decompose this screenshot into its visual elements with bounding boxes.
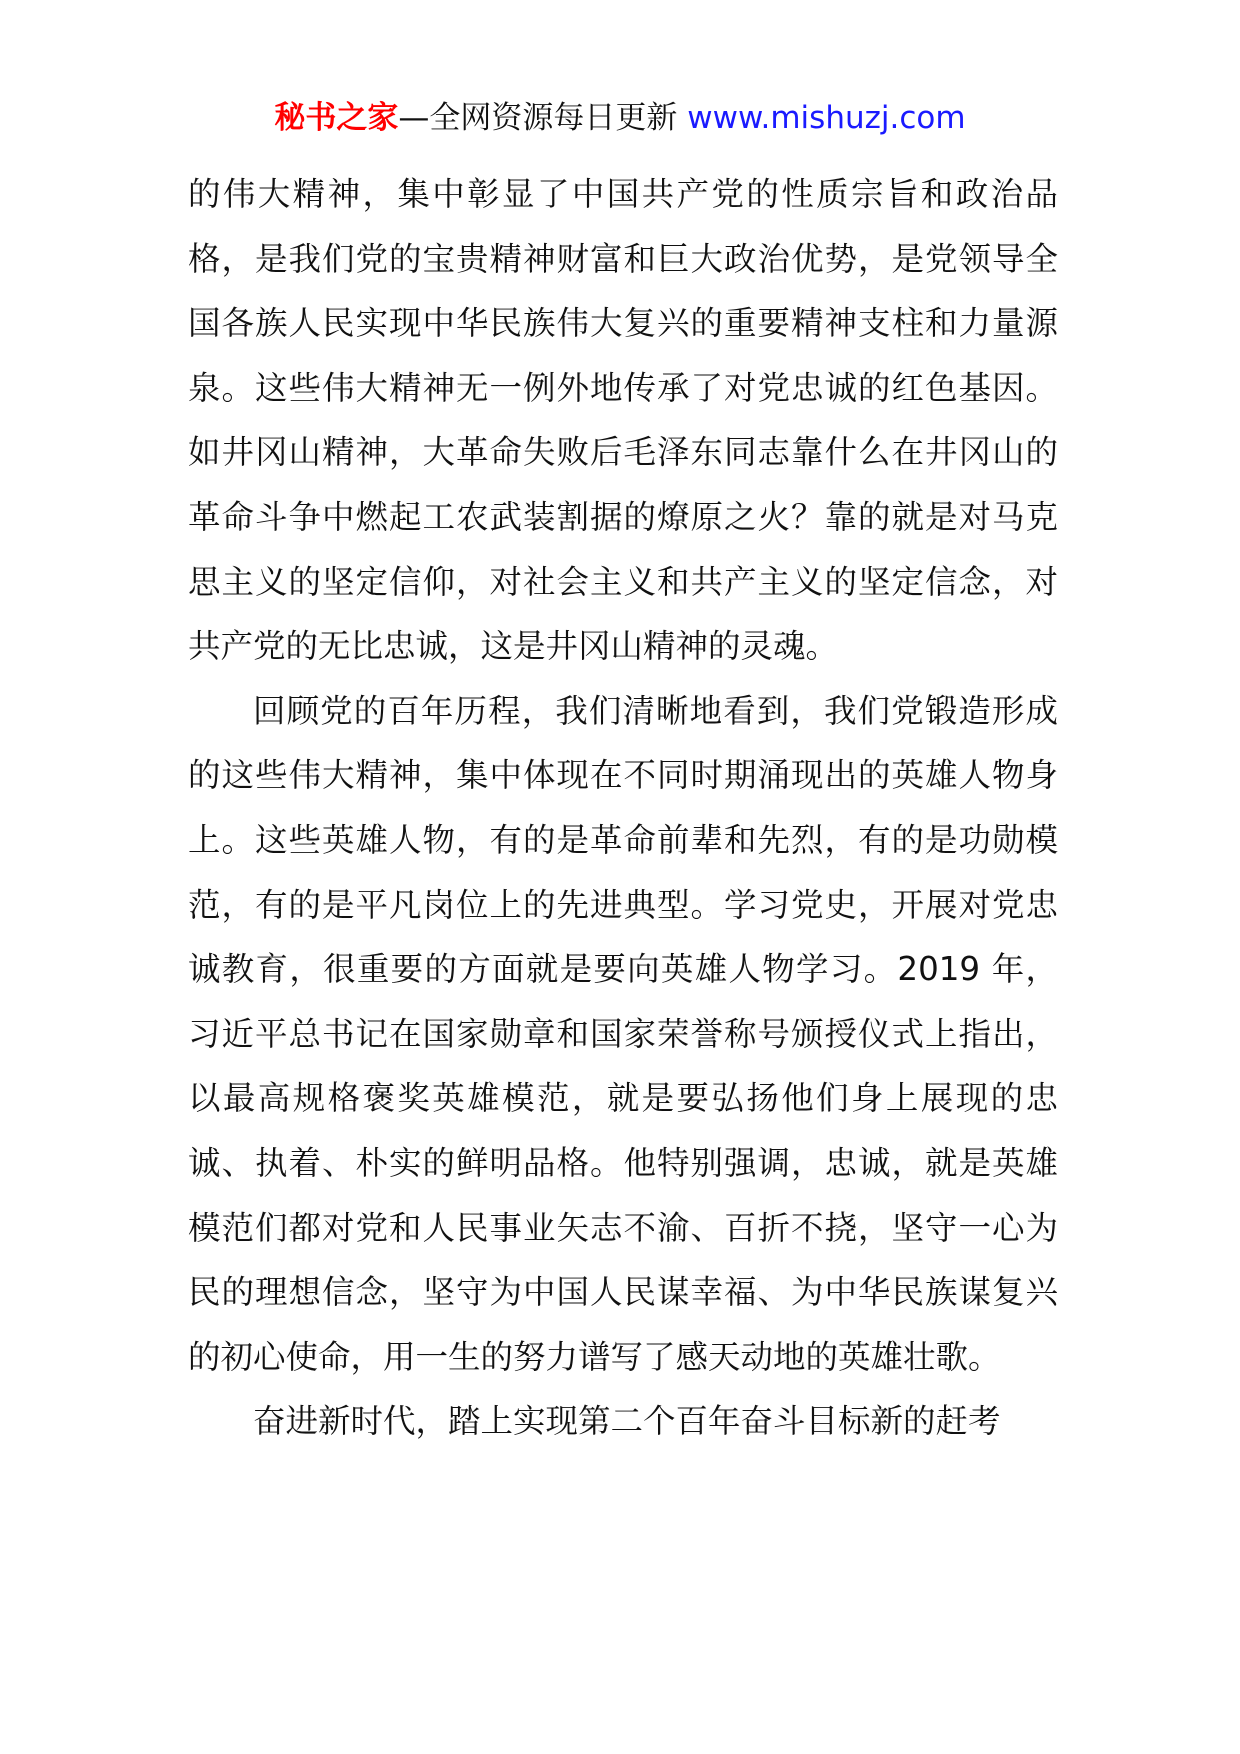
header-tagline: —全网资源每日更新 — [398, 100, 678, 136]
page-header — [0, 98, 1240, 138]
paragraph: 的伟大精神，集中彰显了中国共产党的性质宗旨和政治品格，是我们党的宝贵精神财富和巨大政治优势，是党领导全国各族人民实现中华民族伟大复兴的重要精神支柱和力量源泉。这些伟大精神无一例外地传承了对党忠诚的红色基因。如井冈山精神，大革命失败后毛泽东同志靠什么在井冈山的革命斗争中燃起工农武装割据的燎原之火？靠的就是对马克思主义的坚定信仰，对社会主义和共产主义的坚定信念，对共产党的无比忠诚，这是井冈山精神的灵魂。 — [188, 175, 1058, 666]
paragraph: 回顾党的百年历程，我们清晰地看到，我们党锻造形成的这些伟大精神，集中体现在不同时期涌现出的英雄人物身上。这些英雄人物，有的是革命前辈和先烈，有的是功勋模范，有的是平凡岗位上的先进典型。学习党史，开展对党忠诚教育，很重要的方面就是要向英雄人物学习。2019 年，习近平总书记在国家勋章和国家荣誉称号颁授仪式上指出，以最高规格褒奖英雄模范，就是要弘扬他们身上展现的忠诚、执着、朴实的鲜明品格。他特别强调，忠诚，就是英雄模范们都对党和人民事业矢志不渝、百折不挠，坚守一心为民的理想信念，坚守为中国人民谋幸福、为中华民族谋复兴的初心使命，用一生的努力谱写了感天动地的英雄壮歌。 — [188, 691, 1058, 1376]
document-body — [188, 162, 1058, 1454]
paragraph: 奋进新时代，踏上实现第二个百年奋斗目标新的赶考 — [253, 1402, 1001, 1441]
brand-name: 秘书之家 — [274, 100, 399, 136]
website-link[interactable]: www.mishuzj.com — [687, 100, 966, 136]
